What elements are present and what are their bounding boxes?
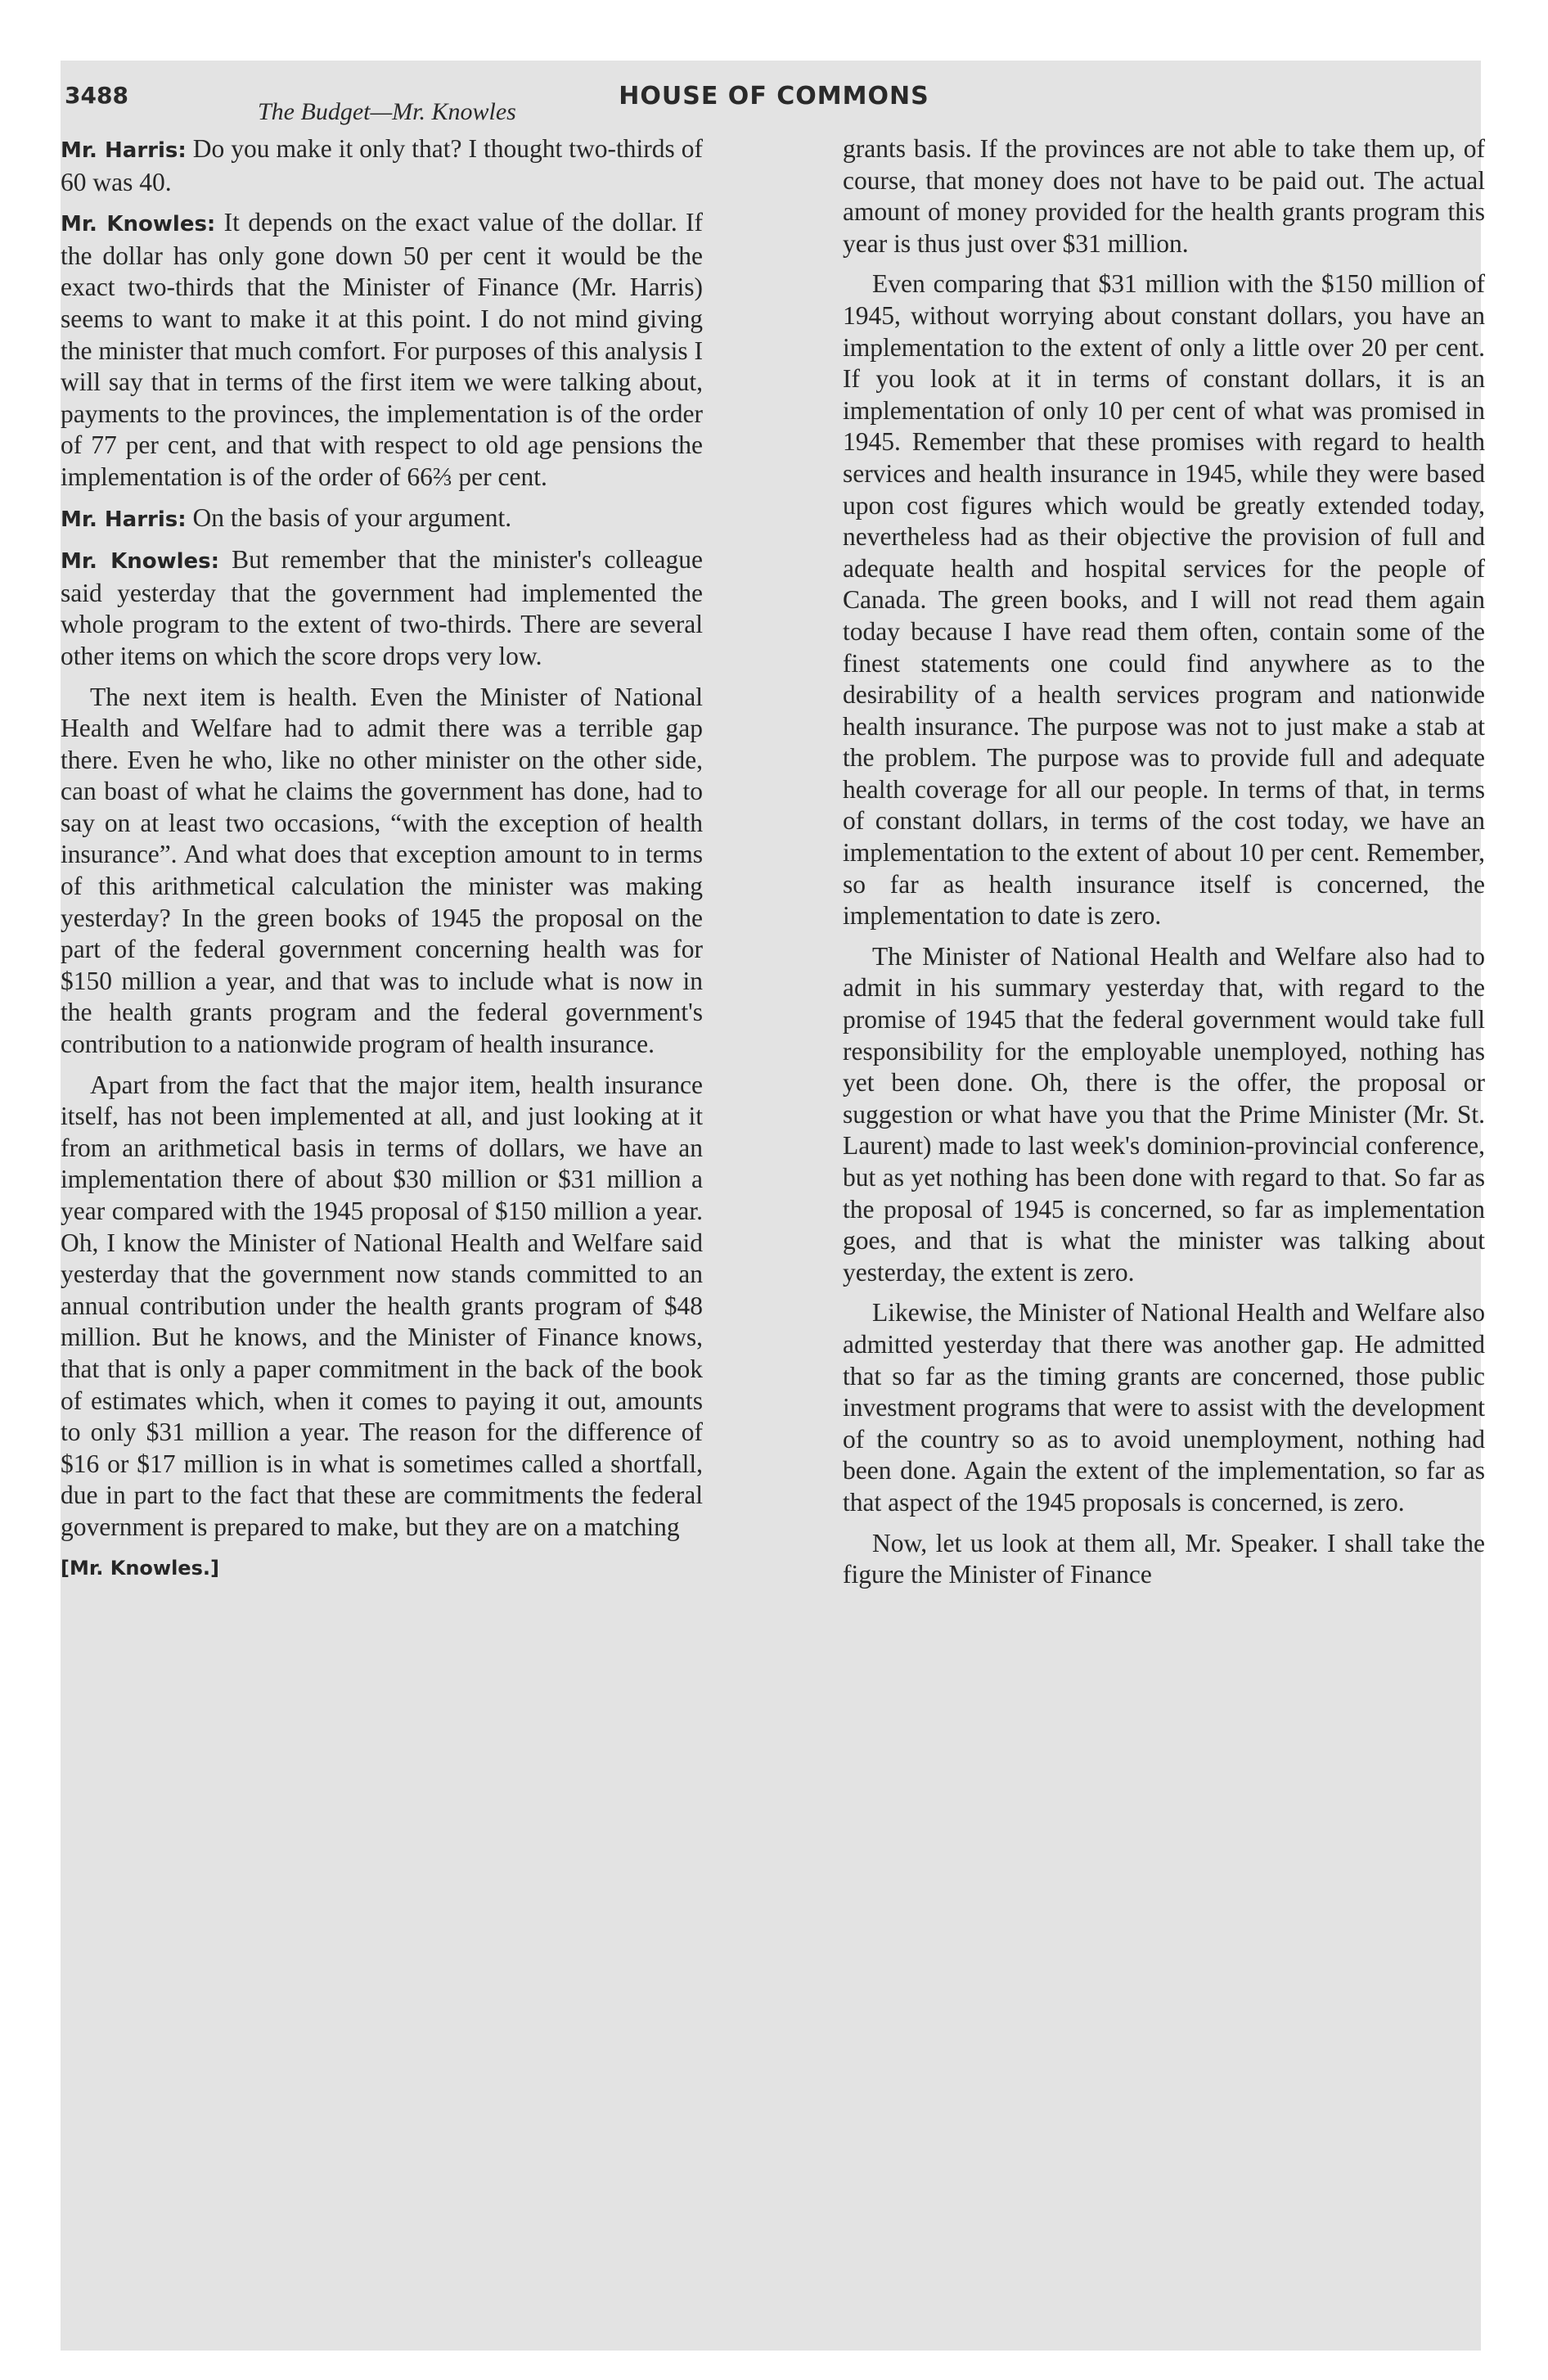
paragraph: Even comparing that $31 million with the $150 million of 1945, without worrying about constant dollars, you have an implementation to the extent of only a little over 20 per cent. If you look at it in terms of constant dollars, it is an implementation of only 10 per cent of what was promised in 1945. Remember that these promises with regard to health services and health insurance in 1945, while they were based upon cost figures which would be greatly extended today, nevertheless had as their objective the provision of full and adequate health and hospital services for the people of Canada. The green books, and I will not read them again today because I have read them often, contain some of the finest statements one could find anywhere as to the desirability of a health services program and nationwide health insurance. The purpose was not to just make a stab at the problem. The purpose was to provide full and adequate health coverage for all our people. In terms of that, in terms of constant dollars, in terms of the cost today, we have an implementation to the extent of about 10 per cent. Remember, so far as health insurance itself is concerned, the implementation to date is zero. — [843, 269, 1485, 931]
speaker-name: Mr. Knowles: — [61, 549, 220, 575]
paragraph: grants basis. If the provinces are not able to take them up, of course, that money does not have to be paid out. The actual amount of money provided for the health grants program this year is thus just over $31 million. — [843, 134, 1485, 258]
speaker-name: Mr. Harris: — [61, 507, 187, 532]
speaker-name: Mr. Harris: — [61, 138, 187, 163]
speech-text: It depends on the exact value of the dollar. If the dollar has only gone down 50 per cent it would be the exact two-thirds that the Minister of Finance (Mr. Harris) seems to want to make it at this point. I do not mind giving the minister that much comfort. For purposes of this analysis I will say that in terms of the first item we were talking about, payments to the provinces, the implementation is of the order of 77 per cent, and that with respect to old age pensions the implementation is of the order of 66⅔ per cent. — [61, 208, 703, 491]
speech-text: But remember that the minister's colleague said yesterday that the government had implemented the whole program to the extent of two-thirds. There are several other items on which the score drops very low. — [61, 545, 704, 670]
paragraph — [61, 133, 703, 198]
paragraph — [61, 544, 703, 672]
running-head: The Budget—Mr. Knowles — [258, 98, 516, 125]
speaker-name: Mr. Knowles: — [61, 212, 216, 237]
column-footer: [Mr. Knowles.] — [61, 1556, 219, 1580]
right-column — [843, 133, 1485, 1600]
paragraph — [61, 503, 703, 536]
page-number: 3488 — [65, 82, 128, 109]
paragraph: Apart from the fact that the major item, health insurance itself, has not been implemented at all, and just looking at it from an arithmetical basis in terms of dollars, we have an implementation there of about $30 million or $31 million a year compared with the 1945 proposal of $150 million a year. Oh, I know the Minister of National Health and Welfare said yesterday that the government now stands committed to an annual contribution under the health grants program of $48 million. But he knows, and the Minister of Finance knows, that that is only a paper commitment in the back of the book of estimates which, when it comes to paying it out, amounts to only $31 million a year. The reason for the difference of $16 or $17 million is in what is sometimes called a shortfall, due in part to the fact that these are commitments the federal government is prepared to make, but they are on a matching — [61, 1070, 703, 1541]
paragraph: The Minister of National Health and Welfare also had to admit in his summary yesterday that, with regard to the promise of 1945 that the federal government would take full responsibility for the employable unemployed, nothing has yet been done. Oh, there is the offer, the proposal or suggestion or what have you that the Prime Minister (Mr. St. Laurent) made to last week's dominion-provincial conference, but as yet nothing has been done with regard to that. So far as the proposal of 1945 is concerned, so far as implementation goes, and that is what the minister was talking about yesterday, the extent is zero. — [843, 941, 1485, 1287]
speech-text: Do you make it only that? I thought two-thirds of 60 was 40. — [61, 134, 703, 196]
paragraph: Likewise, the Minister of National Health and Welfare also admitted yesterday that there was another gap. He admitted that so far as the timing grants are concerned, those public investment programs that were to assist with the development of the country so as to avoid unemployment, nothing had been done. Again the extent of the implementation, so far as that aspect of the 1945 proposals is concerned, is zero. — [843, 1298, 1485, 1517]
speech-text: On the basis of your argument. — [186, 503, 512, 532]
left-column — [61, 133, 703, 1584]
page-header — [0, 82, 1548, 123]
journal-title: HOUSE OF COMMONS — [619, 82, 929, 110]
paragraph — [61, 207, 703, 493]
paragraph: Now, let us look at them all, Mr. Speaker. I shall take the figure the Minister of Finance — [843, 1528, 1485, 1589]
paragraph: The next item is health. Even the Minister of National Health and Welfare had to admit there was a terrible gap there. Even he who, like no other minister on the other side, can boast of what he claims the government has done, had to say on at least two occasions, “with the exception of health insurance”. And what does that exception amount to in terms of this arithmetical calculation the minister was making yesterday? In the green books of 1945 the proposal on the part of the federal government concerning health was for $150 million a year, and that was to include what is now in the health grants program and the federal government's contribution to a nationwide program of health insurance. — [61, 682, 703, 1059]
